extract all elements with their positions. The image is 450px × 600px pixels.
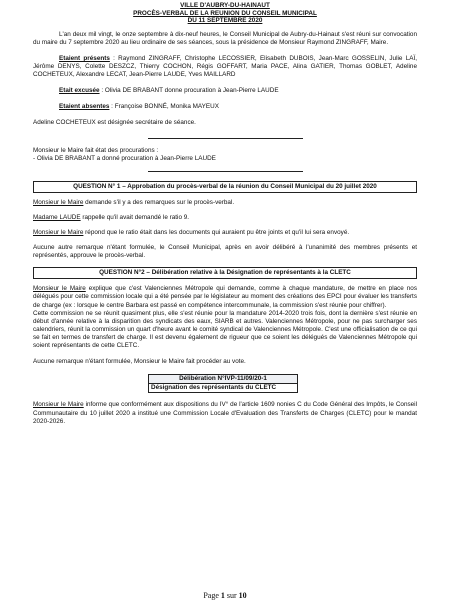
q1-paragraph-3: Monsieur le Maire répond que le ratio était dans les documents qui auraient pu être joints et qu'il lui sera envoyé. [33, 229, 350, 236]
q1-paragraph-4: Aucune autre remarque n'étant formulée, le Conseil Municipal, après en avoir délibéré à l'unanimité des membres présents et représentés, approuve le procès-verbal. [33, 244, 417, 260]
excused-label: Etait excusée [59, 87, 100, 95]
speaker-name: Monsieur le Maire [33, 229, 84, 236]
present-list: : Raymond ZINGRAFF, Christophe LECOSSIER, Elisabeth DUBOIS, Jean-Marc GOSSELIN, Julie LAÏ, Jérôme DENYS, Colette DESZCZ, Thierry COCHON, Régis GOFFART, Maria PACE, Alina GATIER, Thomas GOBLET, Adeline COCHETEUX, Alexandre LECAT, Jean-Pierre LAUDE, Yves MAILLARD [33, 54, 417, 79]
excused-paragraph [33, 87, 417, 95]
absent-label: Etaient absentes [59, 103, 110, 111]
page-of: sur [224, 591, 239, 600]
excused-text: : Olivia DE BRABANT donne procuration à Jean-Pierre LAUDE [99, 87, 279, 95]
document-page [33, 2, 417, 426]
speaker-name: Monsieur le Maire [33, 198, 84, 206]
deliberation-box [148, 374, 298, 393]
absent-paragraph [33, 103, 417, 111]
question-1-title: QUESTION N° 1 – Approbation du procès-verbal de la réunion du Conseil Municipal du 20 juillet 2020 [33, 181, 417, 193]
document-title: PROCÈS-VERBAL DE LA REUNION DU CONSEIL MUNICIPAL [133, 9, 317, 17]
deliberation-number: Délibération N°IVP-11/09/20-1 [149, 375, 297, 384]
speaker-name: Monsieur le Maire [33, 285, 86, 293]
meeting-date: DU 11 SEPTEMBRE 2020 [187, 17, 263, 25]
document-header [33, 2, 417, 25]
page-current: 1 [220, 591, 225, 600]
q2-paragraph-1: Monsieur le Maire explique que c'est Valenciennes Métropole qui demande, comme à chaque mandature, de mettre en place nos délégués pour cette commission locale qui a été pensée par le législateur au moment des créations des EPCI pour évaluer les transferts de charge (ex : lorsque le centre Barbara est passé en compétence intercommunale, la commission s'est réunie pour chiffrer). [33, 285, 417, 309]
question-2-title: QUESTION N°2 – Délibération relative à la Désignation de représentants à la CLETC [33, 267, 417, 279]
q2-paragraph-4: Monsieur le Maire informe que conformément aux dispositions du IV° de l'article 1609 nonies C du Code Général des Impôts, le Conseil Communautaire du 10 juillet 2020 a institué une Commission Locale d'Evaluation des Transferts de Charges (CLETC) pour le mandat 2020-2026. [33, 401, 417, 425]
q2-paragraph-2: Cette commission ne se réunit quasiment plus, elle s'est réunie pour la mandature 2014-2020 trois fois, dont la dernière s'est réunie en début d'année relative à la disparition des syndicats des eaux, SIARB et autres. Valenciennes Métropole, pour ne pas surcharger ses calendriers, réunit la commission un quart d'heure avant le comité syndical de Valenciennes Métropole. C'est une officialisation de ce qui se fait en termes de transfert de charge. Il est devenu également de rigueur que ce soient les délégués de Valenciennes Métropole qui soient représentants de cette CLETC. [33, 309, 417, 350]
page-footer [0, 591, 450, 600]
q2-paragraph-3: Aucune remarque n'étant formulée, Monsieur le Maire fait procéder au vote. [33, 358, 246, 366]
absent-text: : Françoise BONNÉ, Monika MAYEUX [109, 103, 219, 111]
secretary-paragraph: Adeline COCHETEUX est désignée secrétaire de séance. [33, 119, 196, 127]
present-paragraph [33, 55, 417, 79]
present-label: Etaient présents [59, 54, 110, 62]
q1-paragraph-1: Monsieur le Maire demande s'il y a des remarques sur le procès-verbal. [33, 198, 235, 206]
speaker-name: Madame LAUDE [33, 213, 81, 221]
deliberation-title: Désignation des représentants du CLETC [151, 384, 277, 392]
page-label: Page [203, 591, 221, 600]
intro-paragraph: L'an deux mil vingt, le onze septembre à dix-neuf heures, le Conseil Municipal de Aubry-du-Hainaut s'est réuni sur convocation du maire du 7 septembre 2020 au lieu ordinaire de ses séances, sous la présidence de Monsieur Raymond ZINGRAFF, Maire. [33, 30, 417, 46]
speaker-name: Monsieur le Maire [33, 401, 84, 409]
proxies-item: - Olivia DE BRABANT a donné procuration à Jean-Pierre LAUDE [33, 154, 216, 162]
q1-paragraph-2: Madame LAUDE rappelle qu'il avait demandé le ratio 9. [33, 213, 190, 221]
proxies-heading: Monsieur le Maire fait état des procurations : [33, 146, 159, 154]
separator-line [148, 171, 303, 172]
separator-line [148, 138, 303, 139]
page-total: 10 [238, 591, 247, 600]
town-name: VILLE D'AUBRY-DU-HAINAUT [180, 2, 270, 9]
